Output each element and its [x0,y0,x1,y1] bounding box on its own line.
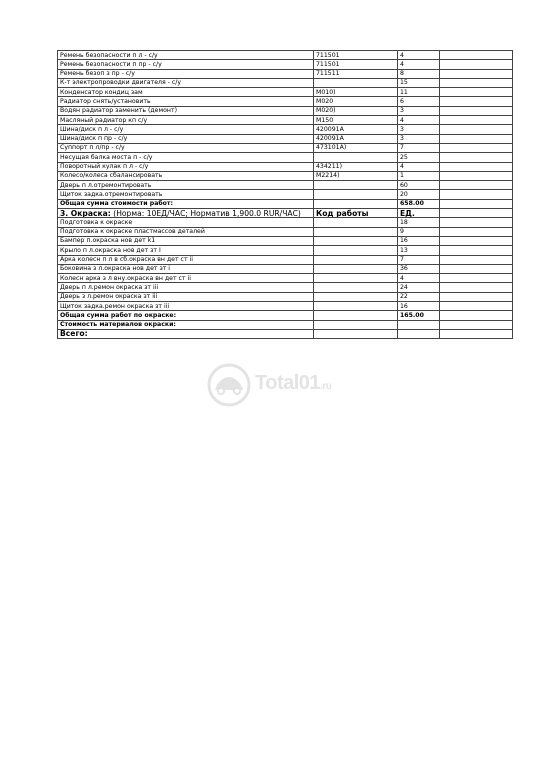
cell-extra [440,69,513,78]
cell-name: Крыло п л.окраска нов дет зт I [58,246,314,255]
cell-units: 4 [398,51,440,60]
cell-units: 4 [398,116,440,125]
cell-name: Дверь п л.отремонтировать [58,181,314,190]
watermark [205,360,355,410]
material-cost-label: Стоимость материалов окраски: [58,320,314,329]
parts-row [58,78,513,87]
cell-code [314,246,398,255]
repair-estimate-table [57,50,513,339]
cell-name: Шина/диск п пр - с/у [58,134,314,143]
parts-row [58,116,513,125]
cell-code: M010) [314,88,398,97]
cell-units: 3 [398,106,440,115]
cell-units: 3 [398,125,440,134]
paint-row [58,236,513,245]
cell-name: Арка колесн п л в сб.окраска вн дет ст ii [58,255,314,264]
cell-code [314,274,398,283]
cell-code: M150 [314,116,398,125]
cell-extra [440,274,513,283]
parts-row [58,125,513,134]
paint-total-row [58,311,513,320]
parts-row [58,97,513,106]
paint-row [58,292,513,301]
paint-row [58,218,513,227]
cell-code: 711511 [314,69,398,78]
code-column-header: Код работы [314,209,398,218]
cell-name: Суппорт п л/пр - с/у [58,143,314,152]
cell-code: 711501 [314,51,398,60]
cell-name: Подготовка к окраске пластмассов деталей [58,227,314,236]
cell-code [314,264,398,273]
cell-name: Ремень безоп з пр - с/у [58,69,314,78]
cell-units: 36 [398,264,440,273]
grand-total-value [398,329,440,338]
paint-total-value: 165.00 [398,311,440,320]
cell-units: 18 [398,218,440,227]
cell-name: Радиатор снять/установить [58,97,314,106]
cell-code [314,190,398,199]
paint-row [58,274,513,283]
parts-row [58,143,513,152]
work-total-row [58,199,513,208]
paint-norm-text: (Норма: 10ЕД/ЧАС; Норматив 1,900.0 RUR/ЧАС) [110,208,301,218]
units-column-header: ЕД. [398,209,440,218]
cell-units: 60 [398,181,440,190]
cell-extra [440,302,513,311]
cell-units: 8 [398,69,440,78]
cell-extra [440,134,513,143]
cell-name: Щиток задка.отремонтировать [58,190,314,199]
cell-code: M020 [314,97,398,106]
paint-total-label: Общая сумма работ по окраске: [58,311,314,320]
cell-code [314,181,398,190]
cell-extra [440,60,513,69]
cell-name: Шина/диск п л - с/у [58,125,314,134]
work-total-label: Общая сумма стоимости работ: [58,199,314,208]
cell-name: Боковина з л.окраска нов дет зт i [58,264,314,273]
cell-name: Бампер п.окраска нов дет k1 [58,236,314,245]
cell-code: 711501 [314,60,398,69]
cell-units: 6 [398,97,440,106]
cell-code: 420091A [314,134,398,143]
cell-extra [440,236,513,245]
material-cost-row [58,320,513,329]
cell-code [314,153,398,162]
cell-units: 4 [398,274,440,283]
cell-code [314,292,398,301]
parts-row [58,171,513,180]
paint-section-header [58,209,513,218]
paint-row [58,264,513,273]
cell-extra [440,181,513,190]
cell-units: 3 [398,134,440,143]
cell-code [314,302,398,311]
parts-row [58,60,513,69]
cell-units: 7 [398,255,440,264]
cell-units: 15 [398,78,440,87]
cell-name: Ремень безопасности п пр - с/у [58,60,314,69]
cell-extra [440,106,513,115]
cell-units: 16 [398,236,440,245]
parts-row [58,51,513,60]
grand-total-label: Всего: [58,329,314,338]
cell-extra [440,153,513,162]
paint-row [58,283,513,292]
cell-code [314,236,398,245]
cell-name: Водян радиатор заменить (демонт) [58,106,314,115]
parts-row [58,88,513,97]
cell-units: 25 [398,153,440,162]
cell-name: К-т электропроводки двигателя - с/у [58,78,314,87]
paint-row [58,302,513,311]
cell-units: 4 [398,162,440,171]
cell-name: Щиток задка.ремон окраска зт iii [58,302,314,311]
cell-code: M020) [314,106,398,115]
parts-row [58,134,513,143]
cell-name: Масляный радиатор кп с/у [58,116,314,125]
cell-code [314,78,398,87]
parts-row [58,153,513,162]
cell-extra [440,97,513,106]
cell-name: Колесо/колеса сбалансировать [58,171,314,180]
cell-extra [440,292,513,301]
cell-extra [440,125,513,134]
paint-section-title: 3. Окраска: (Норма: 10ЕД/ЧАС; Норматив 1,900.0 RUR/ЧАС) [58,209,314,218]
cell-extra [440,218,513,227]
cell-extra [440,255,513,264]
cell-name: Поворотный кулак п л - с/у [58,162,314,171]
cell-units: 22 [398,292,440,301]
cell-extra [440,78,513,87]
cell-extra [440,116,513,125]
parts-row [58,190,513,199]
car-logo-icon [205,360,253,410]
cell-code: 420091A [314,125,398,134]
cell-code [314,255,398,264]
cell-name: Конденсатор кондиц зам [58,88,314,97]
cell-name: Подготовка к окраске [58,218,314,227]
parts-row [58,69,513,78]
cell-units: 20 [398,190,440,199]
cell-name: Дверь з л.ремон окраска зт iii [58,292,314,301]
cell-code: 434211) [314,162,398,171]
watermark-text: Total01.ru [255,372,332,394]
cell-code: M2214) [314,171,398,180]
cell-code [314,218,398,227]
cell-extra [440,190,513,199]
cell-units: 4 [398,60,440,69]
parts-row [58,181,513,190]
paint-rows [58,218,513,311]
grand-total-row [58,329,513,338]
parts-rows [58,51,513,200]
material-cost-value [398,320,440,329]
cell-units: 11 [398,88,440,97]
cell-name: Несущая балка моста п - с/у [58,153,314,162]
cell-extra [440,143,513,152]
cell-units: 9 [398,227,440,236]
cell-name: Дверь п л.ремон окраска зт iii [58,283,314,292]
cell-code [314,227,398,236]
cell-extra [440,51,513,60]
paint-row [58,246,513,255]
cell-extra [440,246,513,255]
cell-name: Колесн арка з л вну.окраска вн дет ст ii [58,274,314,283]
cell-units: 24 [398,283,440,292]
paint-row [58,227,513,236]
cell-code: 473101A) [314,143,398,152]
cell-units: 16 [398,302,440,311]
parts-row [58,106,513,115]
work-total-value: 658.00 [398,199,440,208]
cell-units: 7 [398,143,440,152]
paint-row [58,255,513,264]
cell-name: Ремень безопасности п л - с/у [58,51,314,60]
cell-code [314,283,398,292]
parts-row [58,162,513,171]
cell-units: 13 [398,246,440,255]
cell-extra [440,264,513,273]
cell-extra [440,283,513,292]
cell-extra [440,162,513,171]
cell-units: 1 [398,171,440,180]
cell-extra [440,227,513,236]
cell-extra [440,88,513,97]
cell-extra [440,171,513,180]
